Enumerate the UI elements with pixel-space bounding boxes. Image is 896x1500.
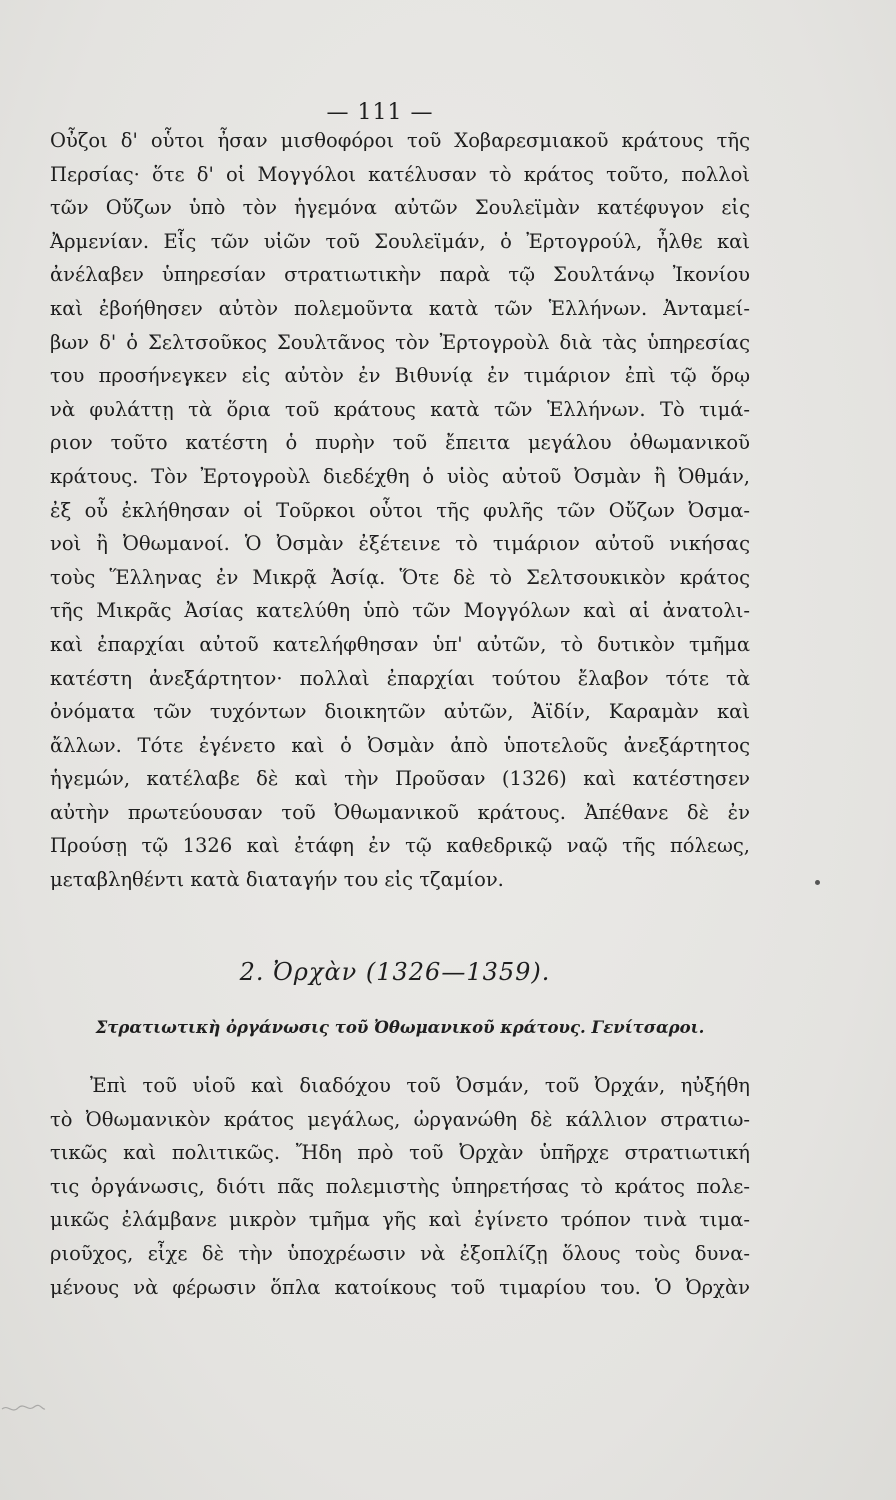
text-line: τῶν Οὔζων ὑπὸ τὸν ἡγεμόνα αὐτῶν Σουλεϊμὰν κατέφυγον εἰς xyxy=(50,196,750,220)
text-line: ὀνόματα τῶν τυχόντων διοικητῶν αὐτῶν, Ἀϊδίν, Καραμὰν καὶ xyxy=(50,700,750,724)
text-line: Οὖζοι δ' οὗτοι ἦσαν μισθοφόροι τοῦ Χοβαρεσμιακοῦ κράτους τῆς xyxy=(50,129,750,152)
text-line: ριον τοῦτο κατέστη ὁ πυρὴν τοῦ ἔπειτα μεγάλου ὀθωμανικοῦ xyxy=(50,431,750,455)
text-line: καὶ ἐβοήθησεν αὐτὸν πολεμοῦντα κατὰ τῶν Ἑλλήνων. Ἀνταμεί- xyxy=(50,296,750,320)
text-line: ἀνέλαβεν ὑπηρεσίαν στρατιωτικὴν παρὰ τῷ Σουλτάνῳ Ἰκονίου xyxy=(50,263,750,287)
text-line: νὰ φυλάττῃ τὰ ὅρια τοῦ κράτους κατὰ τῶν Ἑλλήνων. Τὸ τιμά- xyxy=(50,397,750,421)
text-line: Ἐπὶ τοῦ υἱοῦ καὶ διαδόχου τοῦ Ὀσμάν, τοῦ Ὀρχάν, ηὐξήθη xyxy=(90,1074,750,1097)
text-line: ἡγεμών, κατέλαβε δὲ καὶ τὴν Προῦσαν (1326) καὶ κατέστησεν xyxy=(50,767,750,791)
text-line: ἐξ οὗ ἐκλήθησαν οἱ Τοῦρκοι οὗτοι τῆς φυλῆς τῶν Οὔζων Ὀσμα- xyxy=(50,498,750,522)
text-line: τὸ Ὀθωμανικὸν κράτος μεγάλως, ὠργανώθη δὲ κάλλιον στρατιω- xyxy=(50,1107,750,1131)
text-line: Ἀρμενίαν. Εἷς τῶν υἱῶν τοῦ Σουλεϊμάν, ὁ Ἐρτογρούλ, ἦλθε καὶ xyxy=(50,229,750,253)
text-line: Προύσῃ τῷ 1326 καὶ ἐτάφη ἐν τῷ καθεδρικῷ ναῷ τῆς πόλεως, xyxy=(50,834,750,858)
text-line: μικῶς ἐλάμβανε μικρὸν τμῆμα γῆς καὶ ἐγίνετο τρόπον τινὰ τιμα- xyxy=(50,1208,750,1232)
text-line: μεταβληθέντι κατὰ διαταγήν του εἰς τζαμίον. xyxy=(50,868,504,892)
paragraph-2 xyxy=(50,1069,750,1304)
text-line: κατέστη ἀνεξάρτητον· πολλαὶ ἐπαρχίαι τούτου ἔλαβον τότε τὰ xyxy=(50,666,750,690)
ink-speck xyxy=(815,880,820,885)
text-line: τις ὀργάνωσις, διότι πᾶς πολεμιστὴς ὑπηρετήσας τὸ κράτος πολε- xyxy=(50,1174,750,1198)
section-heading: 2. Ὀρχὰν (1326—1359). xyxy=(239,958,551,986)
text-line: καὶ ἐπαρχίαι αὐτοῦ κατελήφθησαν ὑπ' αὐτῶν, τὸ δυτικὸν τμῆμα xyxy=(50,632,750,656)
section-subheading: Στρατιωτικὴ ὀργάνωσις τοῦ Ὀθωμανικοῦ κράτους. Γενίτσαροι. xyxy=(95,1018,705,1037)
text-line: τοὺς Ἕλληνας ἐν Μικρᾷ Ἀσίᾳ. Ὅτε δὲ τὸ Σελτσουκικὸν κράτος xyxy=(50,565,750,589)
text-line: αὐτὴν πρωτεύουσαν τοῦ Ὀθωμανικοῦ κράτους. Ἀπέθανε δὲ ἐν xyxy=(50,800,750,824)
text-line: τῆς Μικρᾶς Ἀσίας κατελύθη ὑπὸ τῶν Μογγόλων καὶ αἱ ἀνατολι- xyxy=(50,599,750,623)
text-line: μένους νὰ φέρωσιν ὅπλα κατοίκους τοῦ τιμαρίου του. Ὁ Ὀρχὰν xyxy=(50,1275,750,1299)
text-line: κράτους. Τὸν Ἐρτογροὺλ διεδέχθη ὁ υἱὸς αὐτοῦ Ὀσμὰν ἢ Ὀθμάν, xyxy=(50,464,750,488)
text-line: ριοῦχος, εἶχε δὲ τὴν ὑποχρέωσιν νὰ ἐξοπλίζῃ ὅλους τοὺς δυνα- xyxy=(50,1241,750,1265)
paragraph-1 xyxy=(50,124,750,897)
edge-scribble-mark xyxy=(0,1400,46,1418)
text-line: Περσίας· ὅτε δ' οἱ Μογγόλοι κατέλυσαν τὸ κράτος τοῦτο, πολλοὶ xyxy=(50,162,750,186)
text-line: νοὶ ἢ Ὀθωμανοί. Ὁ Ὀσμὰν ἐξέτεινε τὸ τιμάριον αὐτοῦ νικήσας xyxy=(50,532,750,556)
text-line: του προσήνεγκεν εἰς αὐτὸν ἐν Βιθυνίᾳ ἐν τιμάριον ἐπὶ τῷ ὅρῳ xyxy=(50,364,750,388)
page-number: — 111 — xyxy=(326,100,434,125)
text-line: τικῶς καὶ πολιτικῶς. Ἤδη πρὸ τοῦ Ὀρχὰν ὑπῆρχε στρατιωτική xyxy=(50,1141,750,1165)
text-line: ἄλλων. Τότε ἐγένετο καὶ ὁ Ὀσμὰν ἀπὸ ὑποτελοῦς ἀνεξάρτητος xyxy=(50,733,750,757)
text-line: βων δ' ὁ Σελτσοῦκος Σουλτᾶνος τὸν Ἐρτογροὺλ διὰ τὰς ὑπηρεσίας xyxy=(50,330,750,354)
